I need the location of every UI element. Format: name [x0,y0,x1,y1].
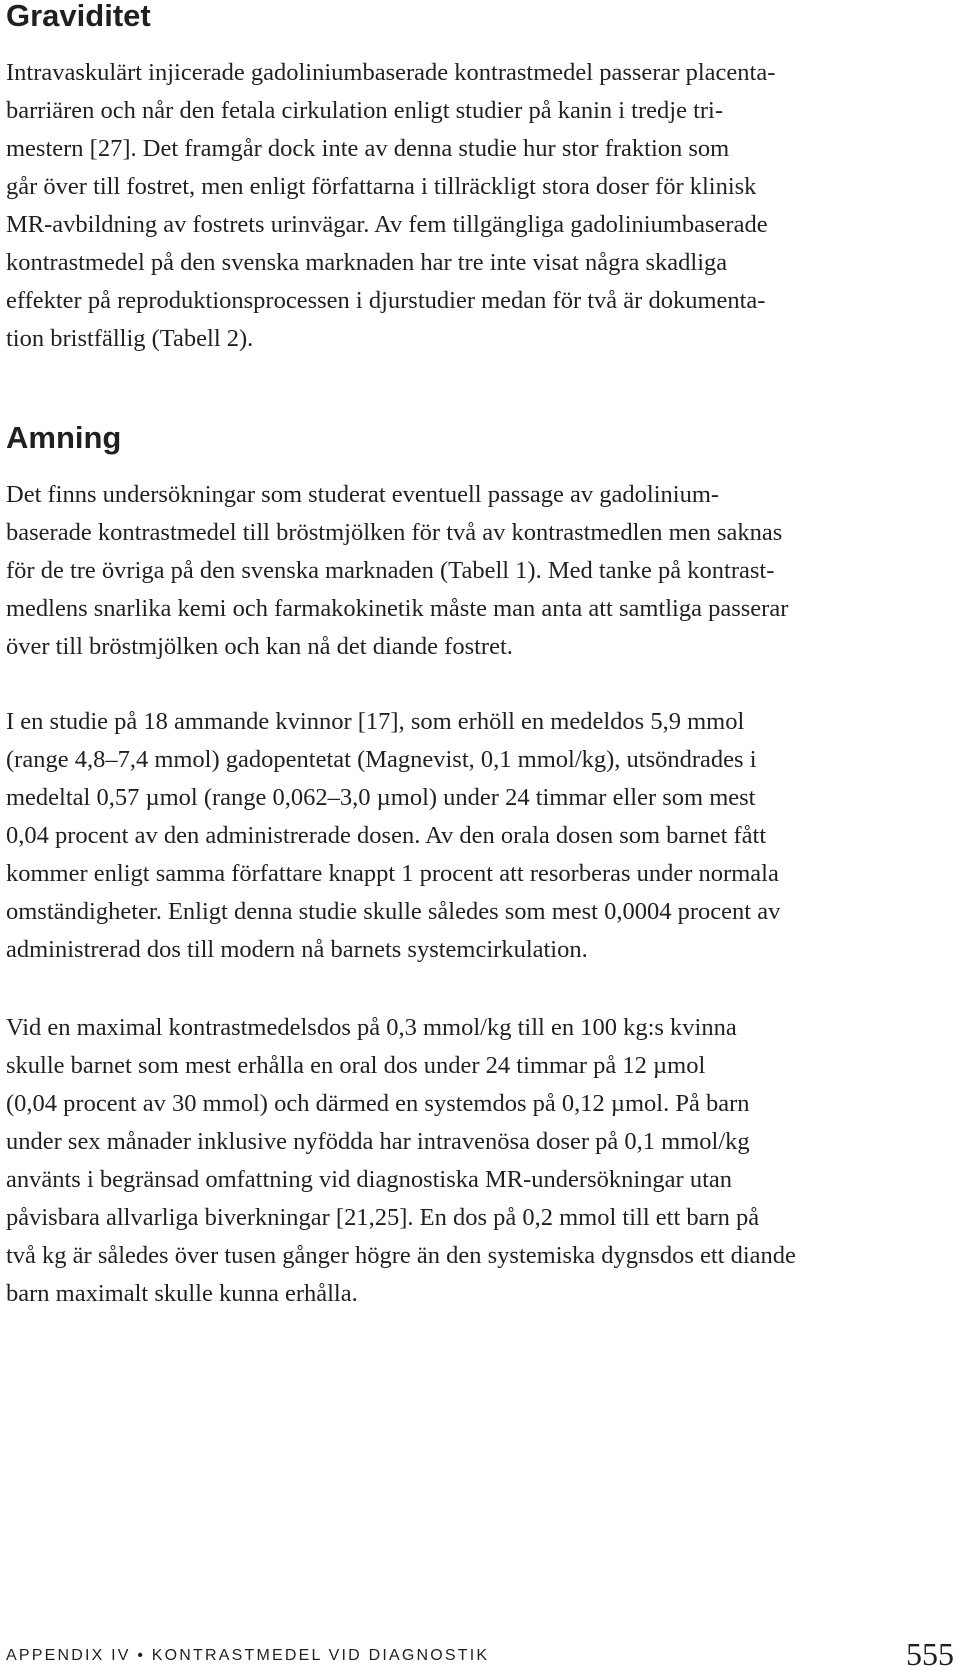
text-line: under sex månader inklusive nyfödda har intravenösa doser på 0,1 mmol/kg [6,1128,750,1155]
text-line: administrerad dos till modern nå barnets systemcirkulation. [6,936,588,963]
text-line: (0,04 procent av 30 mmol) och därmed en systemdos på 0,12 µmol. På barn [6,1090,750,1117]
text-line: går över till fostret, men enligt författarna i tillräckligt stora doser för klinisk [6,173,757,200]
text-line: barn maximalt skulle kunna erhålla. [6,1280,358,1307]
text-line: Det finns undersökningar som studerat eventuell passage av gadolinium- [6,481,720,508]
text-line: (range 4,8–7,4 mmol) gadopentetat (Magnevist, 0,1 mmol/kg), utsöndrades i [6,746,757,773]
text-line: effekter på reproduktionsprocessen i djurstudier medan för två är dokumenta- [6,287,766,314]
text-line: Vid en maximal kontrastmedelsdos på 0,3 mmol/kg till en 100 kg:s kvinna [6,1014,737,1041]
text-line: över till bröstmjölken och kan nå det diande fostret. [6,633,513,660]
text-line: medlens snarlika kemi och farmakokinetik måste man anta att samtliga passerar [6,595,789,622]
text-line: två kg är således över tusen gånger högre än den systemiska dygnsdos ett diande [6,1242,796,1269]
running-footer: APPENDIX IV • KONTRASTMEDEL VID DIAGNOSTIK [6,1647,490,1664]
text-line: skulle barnet som mest erhålla en oral dos under 24 timmar på 12 µmol [6,1052,706,1079]
text-line: medeltal 0,57 µmol (range 0,062–3,0 µmol) under 24 timmar eller som mest [6,784,756,811]
text-line: omständigheter. Enligt denna studie skulle således som mest 0,0004 procent av [6,898,781,925]
text-line: Intravaskulärt injicerade gadoliniumbaserade kontrastmedel passerar placenta- [6,59,776,86]
text-line: påvisbara allvarliga biverkningar [21,25]. En dos på 0,2 mmol till ett barn på [6,1204,760,1231]
section-heading-amning: Amning [6,420,122,455]
text-line: barriären och når den fetala cirkulation enligt studier på kanin i tredje tri- [6,97,724,124]
text-line: kontrastmedel på den svenska marknaden har tre inte visat några skadliga [6,249,728,276]
section-heading-graviditet: Graviditet [6,0,151,33]
text-line: 0,04 procent av den administrerade dosen. Av den orala dosen som barnet fått [6,822,767,849]
text-line: mestern [27]. Det framgår dock inte av denna studie hur stor fraktion som [6,135,730,162]
text-line: för de tre övriga på den svenska marknaden (Tabell 1). Med tanke på kontrast- [6,557,775,584]
text-line: baserade kontrastmedel till bröstmjölken för två av kontrastmedlen men saknas [6,519,783,546]
text-line: MR-avbildning av fostrets urinvägar. Av fem tillgängliga gadoliniumbaserade [6,211,768,238]
page-number: 555 [906,1636,954,1672]
text-line: kommer enligt samma författare knappt 1 procent att resorberas under normala [6,860,779,887]
text-line: använts i begränsad omfattning vid diagnostiska MR-undersökningar utan [6,1166,733,1193]
text-line: I en studie på 18 ammande kvinnor [17], som erhöll en medeldos 5,9 mmol [6,708,745,735]
text-line: tion bristfällig (Tabell 2). [6,325,254,352]
